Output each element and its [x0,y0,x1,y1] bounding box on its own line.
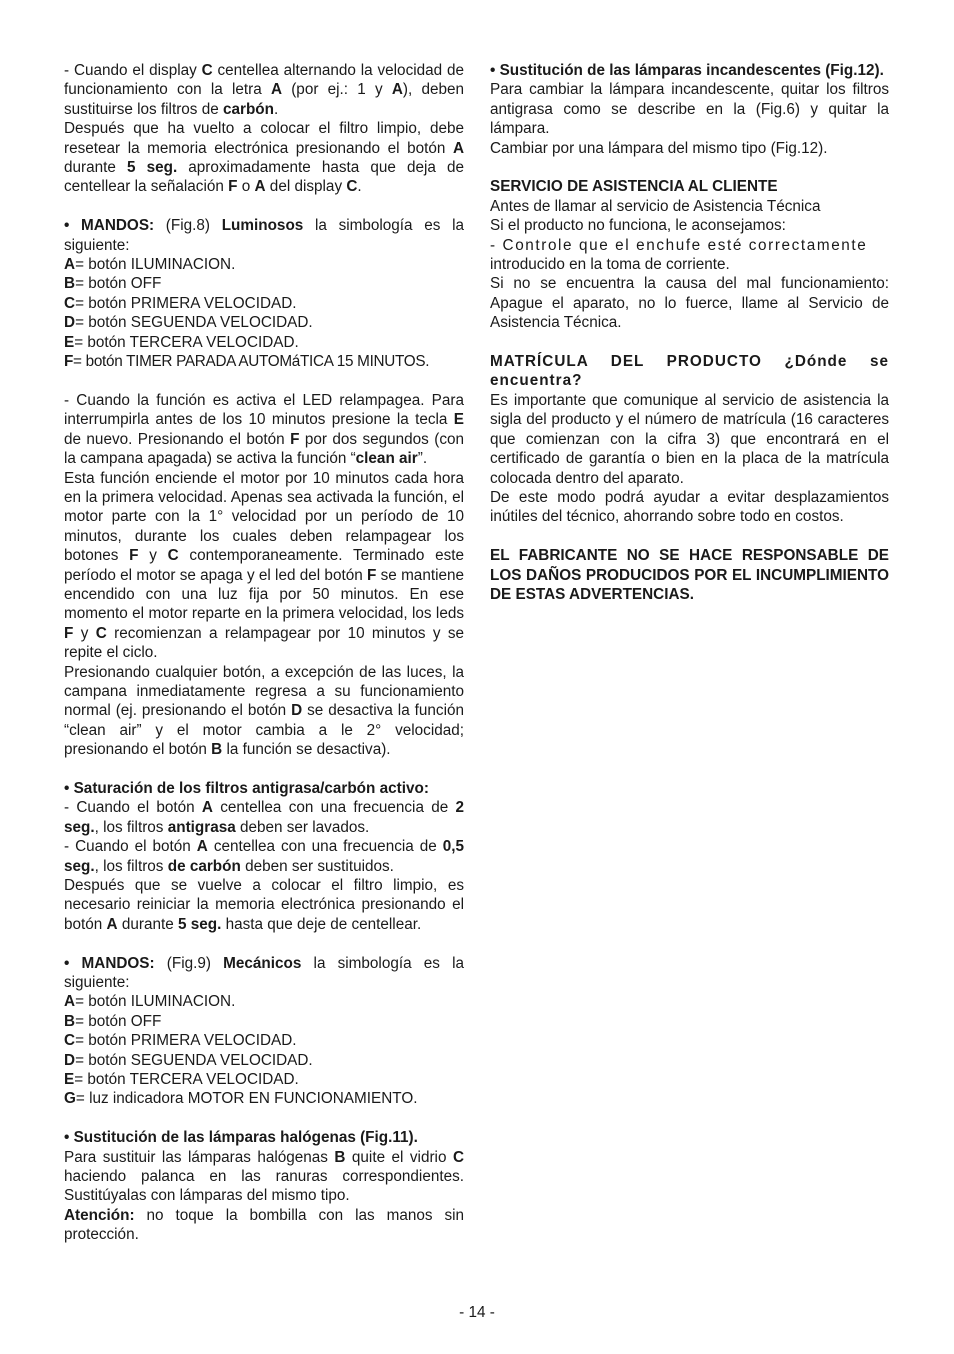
servicio-line-3b: introducido en la toma de corriente. [490,256,730,274]
halogenas-paragraph-2: Atención: no toque la bombilla con las manos sin protección. [64,1206,464,1244]
incandescentes-heading: • Sustitución de las lámparas incandescentes (Fig.12). [490,62,884,79]
list-item: F= botón TIMER PARADA AUTOMáTICA 15 MINUTOS. [64,353,430,371]
list-item: E= botón TERCERA VELOCIDAD. [64,333,299,351]
saturacion-line-1: - Cuando el botón A centellea con una frecuencia de 2 seg., los filtros antigrasa deben ser lavados. [64,799,464,836]
saturacion-heading: • Saturación de los filtros antigrasa/carbón activo: [64,779,429,797]
halogenas-heading: • Sustitución de las lámparas halógenas (Fig.11). [64,1129,418,1147]
list-item: B= botón OFF [64,275,162,293]
left-column [64,61,464,1245]
mandos-mecanicos-list [64,992,464,1108]
list-item: G= luz indicadora MOTOR EN FUNCIONAMIENTO. [64,1090,418,1108]
halogenas-paragraph-1: Para sustituir las lámparas halógenas B quite el vidrio C haciendo palanca en las ranuras correspondientes. Sustitúyalas con lámparas del mismo tipo. [64,1148,464,1205]
servicio-heading: SERVICIO DE ASISTENCIA AL CLIENTE [490,178,778,196]
right-column [490,61,889,604]
matricula-heading: MATRÍCULA DEL PRODUCTO ¿Dónde se encuentra? [490,353,889,390]
list-item: C= botón PRIMERA VELOCIDAD. [64,294,297,312]
list-item: B= botón OFF [64,1012,162,1030]
display-paragraph-1: - Cuando el display C centellea alternando la velocidad de funcionamiento con la letra A (por ej.: 1 y A), deben sustituirse los filtros de carbón. [64,62,465,118]
servicio-line-2: Si el producto no funciona, le aconsejamos: [490,217,786,235]
matricula-paragraph-2: De este modo podrá ayudar a evitar desplazamientos inútiles del técnico, ahorrando sobre todo en costos. [490,488,889,526]
display-paragraph-2: Después que ha vuelto a colocar el filtro limpio, debe resetear la memoria electrónica presionando el botón A durante 5 seg. aproximadamente hasta que deja de centellear la señalación F o A del display C. [64,120,464,196]
servicio-line-1: Antes de llamar al servicio de Asistencia Técnica [490,197,821,215]
mandos-mecanicos-heading: • MANDOS: (Fig.9) Mecánicos la simbología es la siguiente: [64,954,464,992]
incandescentes-paragraph-1: Para cambiar la lámpara incandescente, quitar los filtros antigrasa como se describe en la (Fig.6) y quitar la lámpara. [490,81,889,138]
list-item: E= botón TERCERA VELOCIDAD. [64,1071,299,1089]
list-item: A= botón ILUMINACION. [64,993,236,1011]
clean-air-paragraph-3: Presionando cualquier botón, a excepción de las luces, la campana inmediatamente regresa a su funcionamiento normal (ej. presionando el botón D se desactiva la función “clean air” y el motor cambia a le 2° velocidad; presionando el botón B la función se desactiva). [64,663,464,759]
list-item: D= botón SEGUENDA VELOCIDAD. [64,314,313,332]
saturacion-line-2: - Cuando el botón A centellea con una frecuencia de 0,5 seg., los filtros de carbón deben ser sustituidos. [64,838,464,875]
clean-air-paragraph-2: Esta función enciende el motor por 10 minutos cada hora en la primera velocidad. Apenas sea activada la función, el motor parte con la 1° velocidad por un período de 10 minutos, durante los cuales deben relampagear los botones F y C contemporaneamente. Terminado este período el motor se apaga y el led del botón F se mantiene encendido con una luz fija por 50 minutos. En ese momento el motor reparte en la primera velocidad, los leds F y C recomienzan a relampagear por 10 minutos y se repite el ciclo. [64,469,465,662]
mandos-luminosos-list [64,255,464,371]
incandescentes-paragraph-2: Cambiar por una lámpara del mismo tipo (Fig.12). [490,139,828,157]
clean-air-paragraph-1: - Cuando la función es activa el LED relampagea. Para interrumpirla antes de los 10 minutos presione la tecla E de nuevo. Presionando el botón F por dos segundos (con la campana apagada) se activa la función “clean air”. [64,391,464,468]
list-item: D= botón SEGUENDA VELOCIDAD. [64,1051,313,1069]
saturacion-line-3: Después que se vuelve a colocar el filtro limpio, es necesario reiniciar la memoria electrónica presionando el botón A durante 5 seg. hasta que deje de centellear. [64,877,464,933]
servicio-line-4: Si no se encuentra la causa del mal funcionamiento: Apague el aparato, no lo fuerce, llame al Servicio de Asistencia Técnica. [490,275,889,332]
matricula-paragraph-1: Es importante que comunique al servicio de asistencia la sigla del producto y el número de matrícula (16 caracteres que comienzan con la cifra 3) que encontrará en el certificado de garantía o bien en la placa de la matrícula colocada dentro del aparato. [490,391,889,487]
mandos-luminosos-heading: • MANDOS: (Fig.8) Luminosos la simbología es la siguiente: [64,217,464,254]
fabricante-warning: EL FABRICANTE NO SE HACE RESPONSABLE DE LOS DAÑOS PRODUCIDOS POR EL INCUMPLIMIENTO DE ESTAS ADVERTENCIAS. [490,547,889,603]
servicio-line-3a: - Controle que el enchufe esté correctamente [490,236,868,254]
page-number: - 14 - [459,1304,495,1321]
list-item: A= botón ILUMINACION. [64,256,236,274]
list-item: C= botón PRIMERA VELOCIDAD. [64,1032,297,1050]
